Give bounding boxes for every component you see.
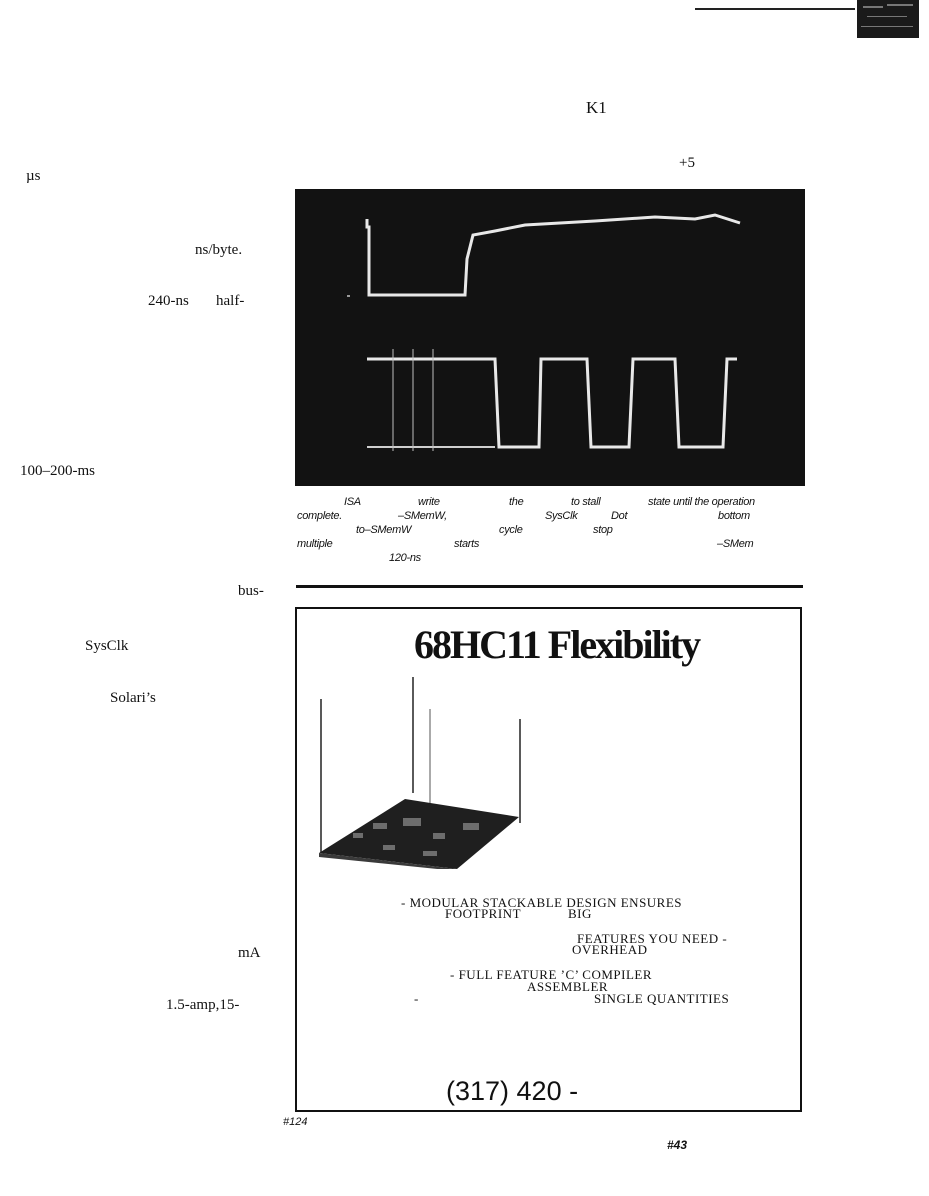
caption-word: stop [593, 524, 613, 536]
caption-word: to–SMemW [356, 524, 412, 536]
caption-word: –SMem [717, 538, 754, 550]
text-fragment-ns-byte: ns/byte. [195, 242, 243, 258]
caption-word: to stall [571, 496, 601, 508]
ad-feature-line: - [414, 991, 419, 1006]
text-fragment-mus: µs [26, 168, 41, 184]
ad-feature-line: - MODULAR STACKABLE DESIGN ENSURES [401, 895, 683, 910]
header-rule [695, 8, 855, 10]
ad-feature-line: BIG [568, 906, 592, 921]
caption-divider-rule [296, 585, 803, 588]
caption-word: bottom [718, 510, 750, 522]
oscilloscope-photo [295, 189, 805, 486]
caption-word: write [418, 496, 440, 508]
text-fragment-amp: 1.5-amp,15- [166, 997, 240, 1013]
caption-word: the [509, 496, 524, 508]
text-fragment-k1: K1 [586, 98, 607, 117]
reader-service-number-left: #124 [283, 1116, 308, 1128]
caption-word: 120-ns [389, 552, 421, 564]
text-fragment-half: half- [216, 293, 245, 309]
caption-word: –SMemW, [398, 510, 447, 522]
caption-word: ISA [344, 496, 361, 508]
reader-service-number-right: #43 [667, 1138, 688, 1152]
ad-feature-line: FEATURES YOU NEED - [577, 931, 728, 946]
text-fragment-ma: mA [238, 945, 261, 961]
ad-feature-line: - FULL FEATURE ’C’ COMPILER [450, 967, 652, 982]
caption-word: starts [454, 538, 480, 550]
ad-feature-line: OVERHEAD [572, 942, 648, 957]
text-fragment-sysclk: SysClk [85, 638, 129, 654]
ad-title: 68HC11 Flexibility [414, 622, 700, 667]
ad-feature-line: ASSEMBLER [527, 979, 609, 994]
caption-word: state until the operation [648, 496, 755, 508]
text-fragment-ms-range: 100–200-ms [20, 463, 95, 479]
text-fragment-bus: bus- [238, 583, 264, 599]
text-fragment-240ns: 240-ns [148, 293, 189, 309]
ad-phone-number: (317) 420 - [446, 1076, 579, 1106]
corner-thumb-mark [857, 0, 919, 38]
oscilloscope-trace-drawing [295, 189, 805, 486]
caption-word: Dot [611, 510, 628, 522]
text-fragment-solaris: Solari’s [110, 690, 156, 706]
ad-feature-line: FOOTPRINT [445, 906, 522, 921]
ad-feature-line: SINGLE QUANTITIES [594, 991, 730, 1006]
caption-word: multiple [297, 538, 333, 550]
caption-word: complete. [297, 510, 342, 522]
caption-word: SysClk [545, 510, 578, 522]
advertisement-box [295, 607, 802, 1112]
caption-word: cycle [499, 524, 523, 536]
circuit-board-photo [313, 673, 523, 869]
text-fragment-plus5: +5 [679, 155, 695, 171]
